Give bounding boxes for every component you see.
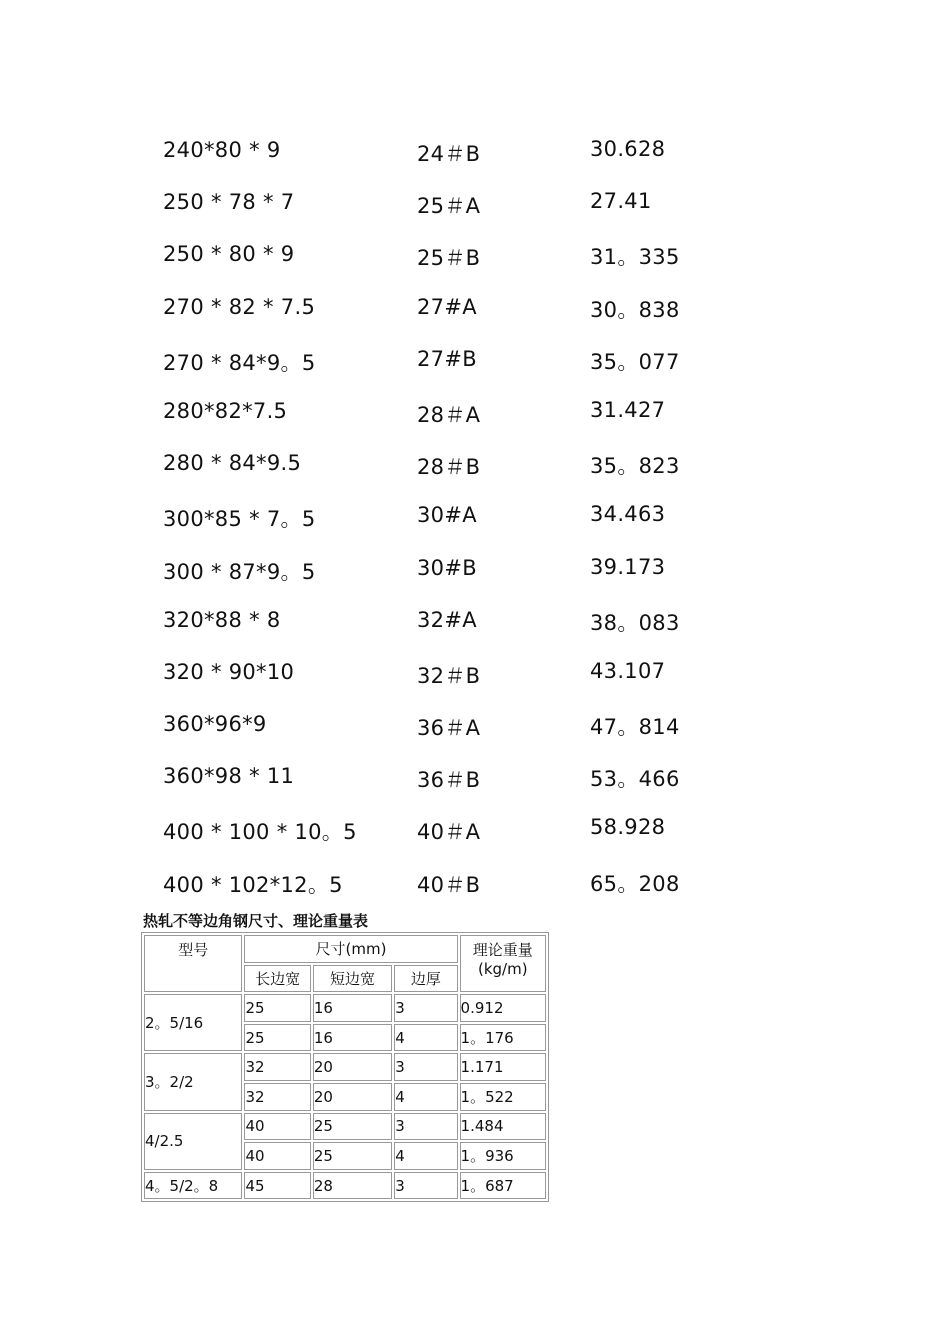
long-edge-cell: 32 <box>244 1083 310 1111</box>
list-row <box>0 387 950 439</box>
short-edge-cell: 20 <box>313 1053 392 1081</box>
list-row <box>0 544 950 596</box>
list-row <box>0 283 950 335</box>
weight-cell: 1。687 <box>460 1172 546 1200</box>
list-row <box>0 230 950 282</box>
weight-text: 65。208 <box>590 871 680 896</box>
weight-cell: 1。176 <box>460 1024 546 1052</box>
weight-text: 58.928 <box>590 815 666 840</box>
size-text: 250 * 80 * 9 <box>163 242 295 267</box>
weight-text: 43.107 <box>590 658 666 683</box>
thickness-cell: 3 <box>394 1172 457 1200</box>
model-text: 30#A <box>417 503 477 528</box>
model-text: 32#A <box>417 607 477 632</box>
header-model: 型号 <box>144 935 242 992</box>
list-row <box>0 857 950 909</box>
header-size: 尺寸(mm) <box>244 935 457 963</box>
short-edge-cell: 25 <box>313 1142 392 1170</box>
size-text: 280*82*7.5 <box>163 398 288 423</box>
weight-text: 38。083 <box>590 610 680 635</box>
model-text: 24＃B <box>417 142 481 166</box>
model-text: 30#B <box>417 555 477 580</box>
long-edge-cell: 25 <box>244 1024 310 1052</box>
short-edge-cell: 16 <box>313 994 392 1022</box>
long-edge-cell: 45 <box>244 1172 310 1200</box>
long-edge-cell: 25 <box>244 994 310 1022</box>
weight-text: 47。814 <box>590 715 680 740</box>
model-text: 40＃B <box>417 872 481 897</box>
short-edge-cell: 20 <box>313 1083 392 1111</box>
weight-text: 27.41 <box>590 189 652 214</box>
model-cell: 3。2/2 <box>144 1053 242 1110</box>
weight-cell: 0.912 <box>460 994 546 1022</box>
weight-text: 31.427 <box>590 397 666 422</box>
model-cell: 4/2.5 <box>144 1113 242 1170</box>
header-short-edge: 短边宽 <box>313 965 392 993</box>
table-row <box>144 994 546 1022</box>
thickness-cell: 4 <box>394 1024 457 1052</box>
model-text: 32＃B <box>417 663 481 688</box>
size-text: 250 * 78 * 7 <box>163 190 295 215</box>
size-text: 270 * 82 * 7.5 <box>163 294 316 319</box>
list-row <box>0 178 950 230</box>
model-text: 40＃A <box>417 820 481 845</box>
size-text: 360*96*9 <box>163 712 267 737</box>
list-row <box>0 126 950 178</box>
list-row <box>0 752 950 804</box>
table-row <box>144 1172 546 1200</box>
channel-steel-list <box>0 126 950 909</box>
list-row <box>0 596 950 648</box>
header-weight-line2: (kg/m) <box>477 960 528 978</box>
angle-steel-table <box>141 932 549 1202</box>
model-text: 36＃B <box>417 768 481 793</box>
short-edge-cell: 28 <box>313 1172 392 1200</box>
list-row <box>0 491 950 543</box>
size-text: 280 * 84*9.5 <box>163 451 302 476</box>
header-long-edge: 长边宽 <box>244 965 310 993</box>
weight-cell: 1.171 <box>460 1053 546 1081</box>
header-weight <box>460 935 546 992</box>
thickness-cell: 4 <box>394 1142 457 1170</box>
model-cell: 4。5/2。8 <box>144 1172 242 1200</box>
size-text: 400 * 102*12。5 <box>163 872 343 897</box>
weight-cell: 1。936 <box>460 1142 546 1170</box>
thickness-cell: 3 <box>394 994 457 1022</box>
weight-cell: 1。522 <box>460 1083 546 1111</box>
weight-text: 39.173 <box>590 554 666 579</box>
size-text: 400 * 100 * 10。5 <box>163 820 357 845</box>
weight-text: 30。838 <box>590 297 680 322</box>
model-text: 36＃A <box>417 716 481 741</box>
size-text: 320 * 90*10 <box>163 659 295 684</box>
table-row <box>144 1053 546 1081</box>
short-edge-cell: 25 <box>313 1113 392 1141</box>
header-thickness: 边厚 <box>394 965 457 993</box>
weight-text: 35。823 <box>590 454 680 479</box>
angle-steel-table-wrapper <box>141 932 549 1202</box>
size-text: 240*80 * 9 <box>163 138 281 162</box>
thickness-cell: 3 <box>394 1113 457 1141</box>
size-text: 300*85 * 7。5 <box>163 507 316 532</box>
short-edge-cell: 16 <box>313 1024 392 1052</box>
long-edge-cell: 40 <box>244 1142 310 1170</box>
weight-text: 35。077 <box>590 349 680 374</box>
list-row <box>0 700 950 752</box>
thickness-cell: 3 <box>394 1053 457 1081</box>
table-row <box>144 1113 546 1141</box>
list-row <box>0 648 950 700</box>
size-text: 270 * 84*9。5 <box>163 350 316 375</box>
thickness-cell: 4 <box>394 1083 457 1111</box>
model-text: 27#A <box>417 294 477 319</box>
model-cell: 2。5/16 <box>144 994 242 1051</box>
table-header-row <box>144 935 546 963</box>
size-text: 360*98 * 11 <box>163 764 295 789</box>
weight-text: 31。335 <box>590 245 680 270</box>
model-text: 28＃B <box>417 455 481 480</box>
size-text: 320*88 * 8 <box>163 607 281 632</box>
table-title: 热轧不等边角钢尺寸、理论重量表 <box>143 912 369 930</box>
model-text: 25＃A <box>417 194 481 219</box>
header-weight-line1: 理论重量 <box>472 941 533 959</box>
weight-text: 34.463 <box>590 502 666 527</box>
list-row <box>0 804 950 856</box>
weight-text: 30.628 <box>590 137 666 161</box>
weight-cell: 1.484 <box>460 1113 546 1141</box>
model-text: 25＃B <box>417 246 481 271</box>
model-text: 28＃A <box>417 402 481 427</box>
long-edge-cell: 32 <box>244 1053 310 1081</box>
model-text: 27#B <box>417 346 477 371</box>
list-row <box>0 439 950 491</box>
weight-text: 53。466 <box>590 767 680 792</box>
list-row <box>0 335 950 387</box>
long-edge-cell: 40 <box>244 1113 310 1141</box>
size-text: 300 * 87*9。5 <box>163 559 316 584</box>
